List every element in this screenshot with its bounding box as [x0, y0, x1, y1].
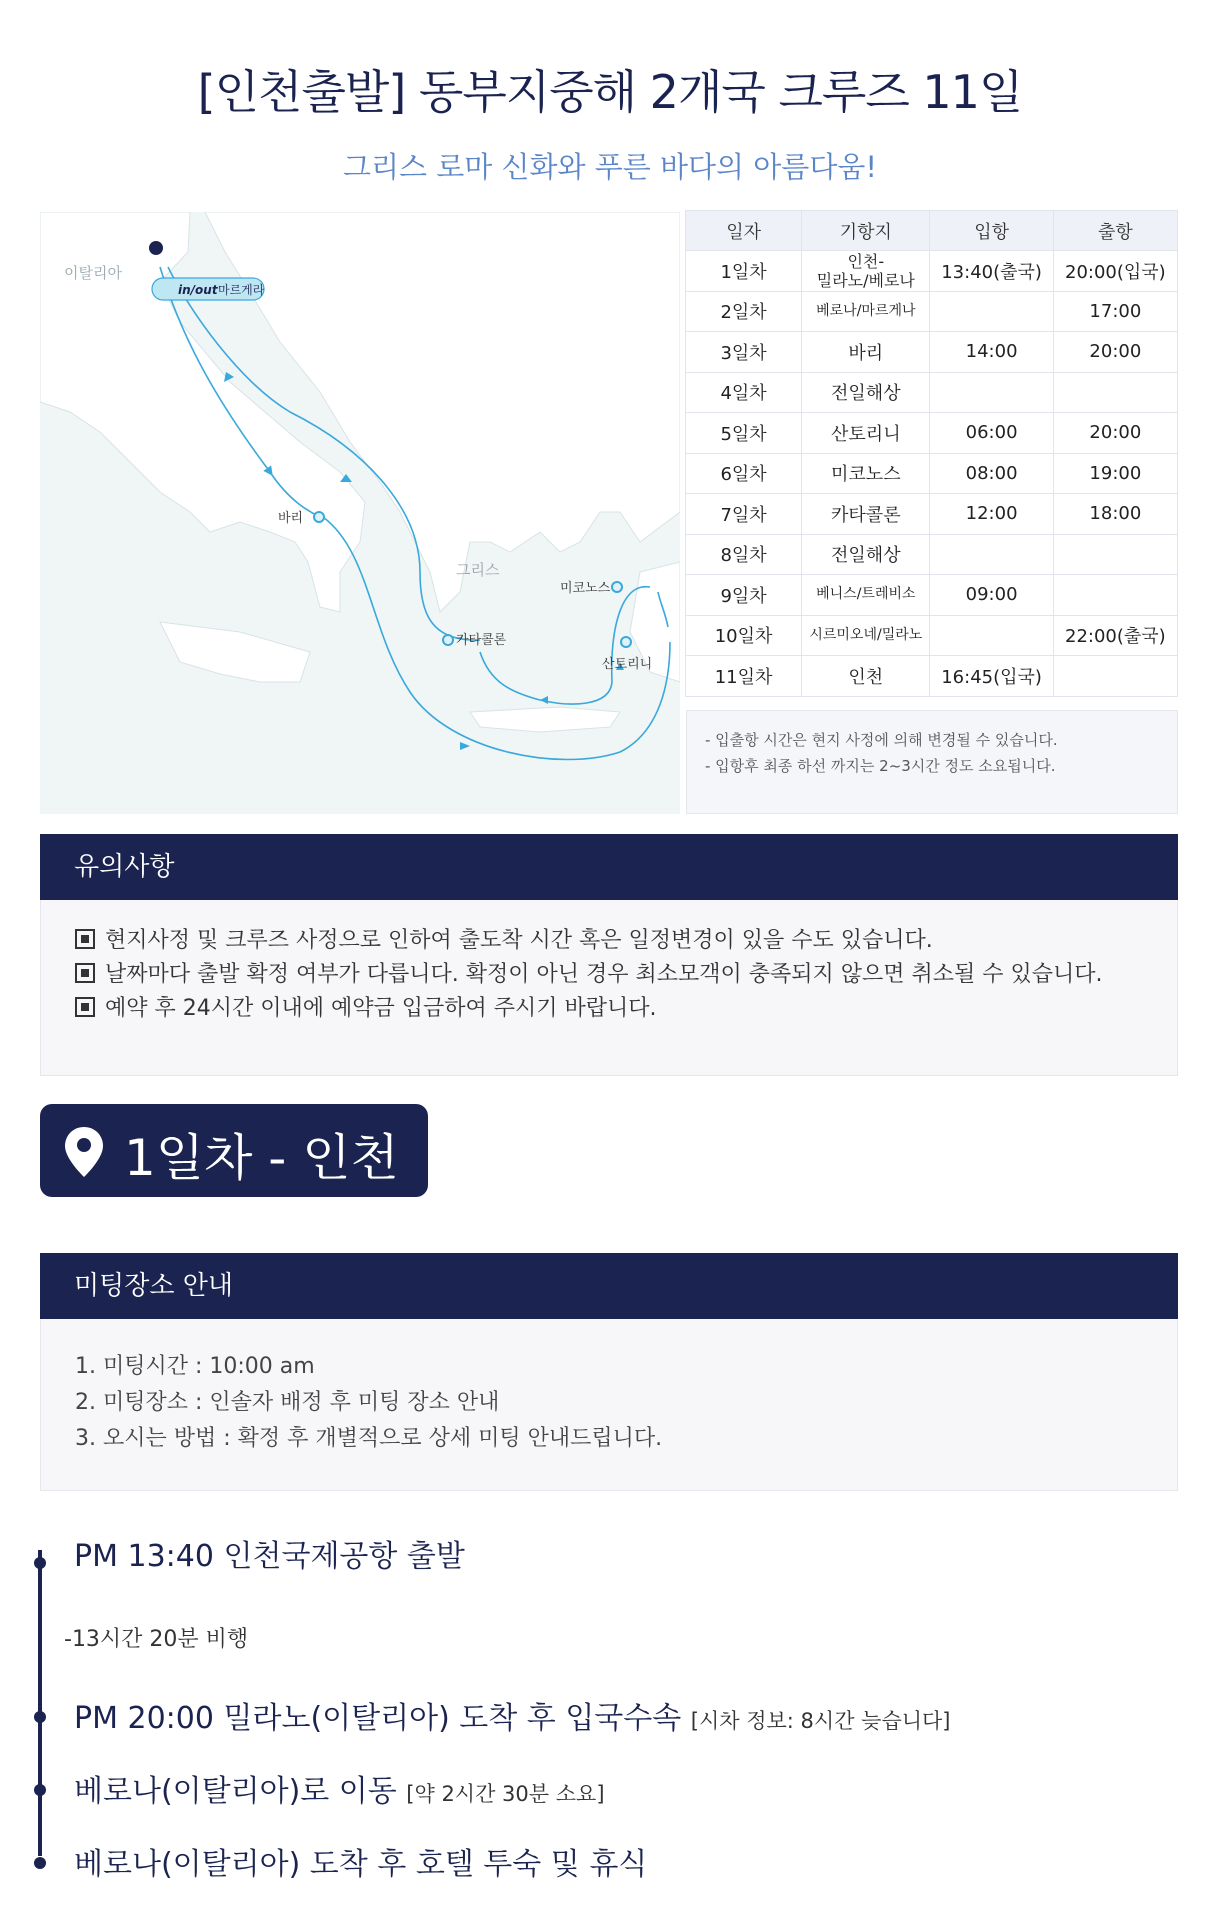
schedule-note: - 입항후 최종 하선 까지는 2~3시간 정도 소요됩니다.: [705, 757, 1056, 775]
day-badge: [40, 1104, 428, 1197]
caution-item: [75, 924, 1143, 958]
cell-day: 4일차: [686, 372, 802, 413]
caution-item-text: 날짜마다 출발 확정 여부가 다릅니다. 확정이 아닌 경우 최소모객이 충족되지 않으면 취소될 수 있습니다.: [105, 962, 1103, 987]
cell-day: 10일차: [686, 615, 802, 656]
cell-port: 인천: [802, 656, 930, 697]
cell-day: 3일차: [686, 332, 802, 373]
table-row: [686, 575, 1178, 616]
table-row: [686, 291, 1178, 332]
cell-day: 1일차: [686, 251, 802, 292]
katakolon-marker: [443, 635, 453, 645]
timeline-flight-duration: -13시간 20분 비행: [64, 1627, 249, 1652]
col-header-arrival: 입항: [930, 211, 1053, 251]
cell-departure: [1053, 534, 1177, 575]
map-label-greece: 그리스: [456, 561, 500, 579]
caution-header: 유의사항: [40, 834, 1178, 900]
marghera-marker: [149, 241, 163, 255]
col-header-day: 일자: [686, 211, 802, 251]
map-label-italy: 이탈리아: [64, 264, 122, 282]
cell-port: 카타콜론: [802, 494, 930, 535]
cell-day: 2일차: [686, 291, 802, 332]
table-row: [686, 251, 1178, 292]
cell-arrival: 08:00: [930, 453, 1053, 494]
cell-arrival: [930, 534, 1053, 575]
cell-arrival: 12:00: [930, 494, 1053, 535]
cell-port: 전일해상: [802, 372, 930, 413]
timeline-event: [74, 1693, 951, 1737]
cell-departure: 19:00: [1053, 453, 1177, 494]
timeline-event: [74, 1766, 605, 1810]
cell-day: 11일차: [686, 656, 802, 697]
table-row: [686, 494, 1178, 535]
cell-day: 6일차: [686, 453, 802, 494]
cell-departure: 22:00(출국): [1053, 615, 1177, 656]
cell-departure: 17:00: [1053, 291, 1177, 332]
timeline-event-text: 베로나(이탈리아)로 이동: [74, 1774, 397, 1809]
cell-port: 산토리니: [802, 413, 930, 454]
table-row: [686, 656, 1178, 697]
timeline-dot: [34, 1711, 46, 1723]
cell-day: 9일차: [686, 575, 802, 616]
cell-departure: 20:00(입국): [1053, 251, 1177, 292]
table-row: [686, 453, 1178, 494]
checkbox-icon: [75, 929, 95, 949]
cell-departure: [1053, 575, 1177, 616]
cell-port: 전일해상: [802, 534, 930, 575]
cell-arrival: 14:00: [930, 332, 1053, 373]
timeline-event-note: [시차 정보: 8시간 늦습니다]: [690, 1709, 951, 1733]
timeline-event-note: [약 2시간 30분 소요]: [406, 1782, 605, 1806]
cell-departure: [1053, 656, 1177, 697]
page-subtitle: 그리스 로마 신화와 푸른 바다의 아름다움!: [343, 150, 877, 184]
location-pin-icon: [64, 1126, 104, 1178]
route-arrow-3: [460, 742, 470, 750]
cell-port: 시르미오네/밀라노: [802, 615, 930, 656]
cell-arrival: [930, 372, 1053, 413]
cell-arrival: 13:40(출국): [930, 251, 1053, 292]
caution-item-text: 예약 후 24시간 이내에 예약금 입금하여 주시기 바랍니다.: [105, 996, 657, 1021]
page-title: [인천출발] 동부지중해 2개국 크루즈 11일: [197, 65, 1023, 119]
cell-arrival: [930, 615, 1053, 656]
schedule-notes: [686, 710, 1178, 814]
cell-port: 베니스/트레비소: [802, 575, 930, 616]
schedule-header-row: [686, 211, 1178, 251]
inout-tag-prefix: in/out: [178, 283, 218, 297]
map-label-mykonos: 미코노스: [560, 581, 611, 596]
timeline-line: [38, 1550, 42, 1856]
table-row: [686, 615, 1178, 656]
day-label: 1일차 - 인천: [124, 1129, 399, 1187]
checkbox-icon: [75, 963, 95, 983]
caution-body: [40, 900, 1178, 1076]
balkans-landmass: [205, 212, 680, 612]
cell-departure: [1053, 372, 1177, 413]
cruise-route-map: [40, 212, 680, 814]
cell-arrival: [930, 291, 1053, 332]
sicily-landmass: [160, 622, 310, 682]
santorini-marker: [621, 637, 631, 647]
col-header-departure: 출항: [1053, 211, 1177, 251]
bari-marker: [314, 512, 324, 522]
timeline-dot: [34, 1557, 46, 1569]
table-row: [686, 413, 1178, 454]
timeline-event-text: PM 20:00 밀라노(이탈리아) 도착 후 입국수속: [74, 1701, 682, 1736]
map-label-santorini: 산토리니: [602, 657, 653, 672]
route-arrow-4: [540, 696, 548, 704]
cell-port: 바리: [802, 332, 930, 373]
inout-tag-port: 마르게라: [218, 283, 265, 297]
timeline-dot: [34, 1857, 46, 1869]
crete-landmass: [470, 707, 620, 732]
caution-item: [75, 992, 1143, 1026]
caution-item-text: 현지사정 및 크루즈 사정으로 인하여 출도착 시간 혹은 일정변경이 있을 수도 있습니다.: [105, 928, 933, 953]
cell-arrival: 09:00: [930, 575, 1053, 616]
cell-port: 인천- 밀라노/베로나: [802, 251, 930, 292]
cell-arrival: 06:00: [930, 413, 1053, 454]
caution-item: [75, 958, 1143, 992]
cell-day: 8일차: [686, 534, 802, 575]
table-row: [686, 332, 1178, 373]
meeting-body: [40, 1319, 1178, 1491]
timeline-event: PM 13:40 인천국제공항 출발: [74, 1539, 465, 1574]
mykonos-marker: [612, 582, 622, 592]
cell-day: 7일차: [686, 494, 802, 535]
cell-port: 베로나/마르게나: [802, 291, 930, 332]
map-label-bari: 바리: [278, 511, 304, 526]
meeting-item: 2. 미팅장소 : 인솔자 배정 후 미팅 장소 안내: [75, 1390, 500, 1415]
timeline-event: 베로나(이탈리아) 도착 후 호텔 투숙 및 휴식: [74, 1847, 648, 1882]
meeting-item: 3. 오시는 방법 : 확정 후 개별적으로 상세 미팅 안내드립니다.: [75, 1426, 663, 1451]
cell-port: 미코노스: [802, 453, 930, 494]
meeting-item: 1. 미팅시간 : 10:00 am: [75, 1354, 315, 1379]
schedule-table: [685, 210, 1178, 697]
cell-arrival: 16:45(입국): [930, 656, 1053, 697]
table-row: [686, 534, 1178, 575]
schedule-note: - 입출항 시간은 현지 사정에 의해 변경될 수 있습니다.: [705, 731, 1058, 749]
checkbox-icon: [75, 997, 95, 1017]
cell-departure: 20:00: [1053, 332, 1177, 373]
table-row: [686, 372, 1178, 413]
col-header-port: 기항지: [802, 211, 930, 251]
timeline-dot: [34, 1784, 46, 1796]
cell-departure: 18:00: [1053, 494, 1177, 535]
cell-departure: 20:00: [1053, 413, 1177, 454]
map-label-katakolon: 카타콜론: [456, 633, 507, 648]
meeting-header: 미팅장소 안내: [40, 1253, 1178, 1319]
cell-day: 5일차: [686, 413, 802, 454]
